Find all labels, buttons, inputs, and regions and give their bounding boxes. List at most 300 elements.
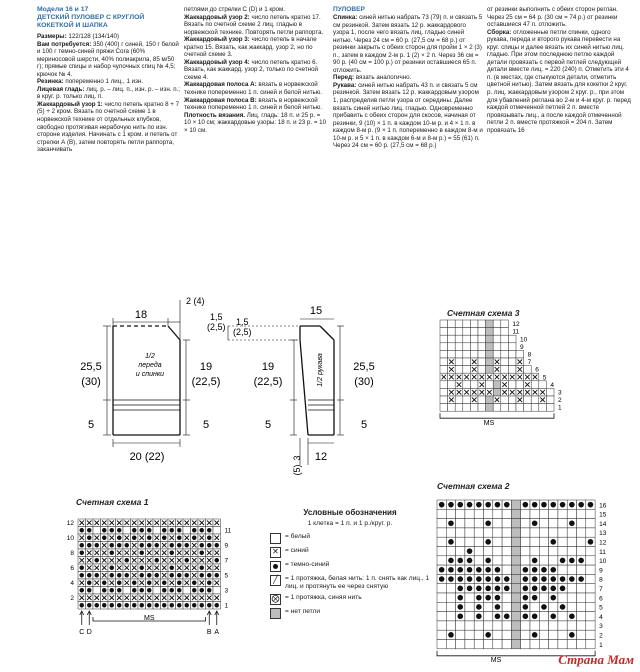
chart-2-cell — [511, 519, 520, 528]
jacquard-2-paragraph: Жаккардовый узор 2: число петель кратно 17. Вязать по счетной схеме 2 лиц. гладью в норвежской технике. Повторять петли раппорта. — [184, 13, 324, 36]
chart-3-cell — [455, 343, 463, 351]
chart-2-cell — [437, 640, 446, 649]
chart-2-dot-mark — [550, 586, 556, 592]
sleeves-continued: от резинки выполнить с обеих сторон реглан. Через 25 см = 64 р. (30 см = 74 р.) от резинки оставшиеся 47 п. отложить. — [487, 6, 618, 29]
chart-2-dot-mark — [457, 576, 463, 582]
chart-2-cell — [437, 621, 446, 630]
chart-3-row-number: 9 — [520, 343, 524, 351]
chart-3-cell — [486, 366, 494, 374]
dim-body-top-right: 2 (4) — [186, 296, 205, 306]
chart-3-cell — [493, 328, 501, 336]
stripe-a-paragraph: Жаккардовая полоса А: вязать в норвежской технике попеременно 1 п. синей и белой нитью. — [184, 81, 323, 97]
chart-2-cell — [586, 574, 595, 583]
chart-3-cell — [478, 328, 486, 336]
chart-3-cell — [470, 343, 478, 351]
chart-1-dot-mark — [87, 581, 92, 586]
chart-2-row-number: 3 — [599, 623, 603, 631]
chart-2-grid — [437, 500, 607, 664]
chart-2-title: Счетная схема 2 — [437, 481, 510, 491]
chart-3-repeat-bracket — [440, 413, 554, 418]
chart-2-cell — [549, 630, 558, 639]
chart-1-row-number-left: 4 — [70, 580, 74, 587]
chart-2-dot-mark — [448, 502, 454, 508]
chart-2-cell — [465, 621, 474, 630]
sleeve-schematic — [228, 319, 344, 465]
chart-1-dot-mark — [162, 536, 167, 541]
chart-1-dot-mark — [162, 603, 167, 608]
chart-2-cell — [493, 547, 502, 556]
chart-2-dot-mark — [569, 502, 575, 508]
chart-2-dot-mark — [569, 558, 575, 564]
chart-1-dot-mark — [110, 528, 115, 533]
chart-3-cell — [440, 388, 448, 396]
chart-2-cell — [474, 528, 483, 537]
sleeve-label: 1/2 рукава — [317, 353, 324, 387]
chart-2-cell — [539, 537, 548, 546]
chart-2-cell — [539, 593, 548, 602]
chart-2-dot-mark — [495, 576, 501, 582]
chart-2-dot-mark — [550, 539, 556, 545]
chart-1-dot-mark — [155, 543, 160, 548]
chart-3-cell — [501, 335, 509, 343]
chart-2-dot-mark — [560, 586, 566, 592]
chart-1-arrow-label: B — [206, 629, 212, 636]
chart-3-cell — [516, 381, 524, 389]
chart-2-cell — [437, 528, 446, 537]
chart-3-cell — [463, 350, 471, 358]
chart-2-cell — [586, 612, 595, 621]
chart-1-arrow-label: C — [79, 629, 85, 636]
chart-1-cell — [123, 527, 131, 535]
chart-1-dot-mark — [80, 603, 85, 608]
chart-3-cell — [539, 381, 547, 389]
chart-3-cell — [478, 335, 486, 343]
chart-2-cell — [511, 556, 520, 565]
chart-2-dot-mark — [467, 548, 473, 554]
chart-3-row-number: 5 — [542, 374, 547, 382]
chart-1-dot-mark — [200, 543, 205, 548]
chart-2-dot-mark — [439, 576, 445, 582]
stripe-b-paragraph: Жаккардовая полоса В: вязать в норвежской технике попеременно 1 п. синей и белой нитью. — [184, 96, 323, 112]
chart-2-dot-mark — [476, 502, 482, 508]
chart-1-row-number-right: 3 — [224, 587, 229, 595]
chart-3-cell — [478, 404, 486, 412]
chart-1-row-number-left: 12 — [66, 520, 74, 527]
chart-2-cell — [502, 602, 511, 611]
chart-1-cell — [93, 587, 101, 595]
chart-2-dot-mark — [523, 604, 529, 610]
chart-2-cell — [558, 640, 567, 649]
chart-3-cell — [478, 366, 486, 374]
chart-2-dot-mark — [476, 595, 482, 601]
chart-2-cell — [558, 509, 567, 518]
chart-1-dot-mark — [117, 603, 122, 608]
chart-2-cell — [465, 640, 474, 649]
chart-2-cell — [549, 509, 558, 518]
chart-1-dot-mark — [207, 603, 212, 608]
chart-1-dot-mark — [215, 543, 220, 548]
chart-1-dot-mark — [110, 551, 115, 556]
chart-2-cell — [549, 528, 558, 537]
chart-2-row-number: 1 — [599, 641, 603, 649]
chart-2-dot-mark — [467, 502, 473, 508]
chart-2-cell — [493, 630, 502, 639]
materials-paragraph: Вам потребуется: 350 (400) г синей, 150 г белой и 100 г темно-синей пряжи Cora (60% мериносовой шерсти, 40% полиакрила, 85 м/50 г); прямые спицы и набор чулочных спиц № 4,5; крючок № 4. — [37, 40, 179, 78]
chart-2-dot-mark — [457, 502, 463, 508]
chart-2-dot-mark — [467, 586, 473, 592]
chart-2-cell — [586, 640, 595, 649]
chart-2-dot-mark — [485, 539, 491, 545]
chart-1-dot-mark — [140, 603, 145, 608]
dim-body-mid-2: (22,5) — [191, 376, 221, 388]
chart-3-row-number: 8 — [527, 351, 532, 359]
chart-2-cell — [511, 584, 520, 593]
chart-3-row-number: 6 — [535, 366, 539, 374]
chart-2-cell — [465, 537, 474, 546]
chart-2-cell — [558, 621, 567, 630]
chart-3-cell — [448, 335, 456, 343]
chart-3-cell — [501, 404, 509, 412]
chart-2-dot-mark — [448, 576, 454, 582]
chart-1-dot-mark — [132, 528, 137, 533]
chart-2-row-number: 15 — [599, 511, 607, 519]
chart-2-dot-mark — [495, 595, 501, 601]
chart-2-dot-mark — [439, 502, 445, 508]
chart-1-dot-mark — [132, 581, 137, 586]
chart-1-dot-mark — [177, 603, 182, 608]
chart-3-cell — [470, 328, 478, 336]
chart-2-cell — [577, 602, 586, 611]
x-slash-swatch-icon: ⨂ — [271, 594, 280, 603]
chart-3-row-number: 11 — [512, 328, 520, 336]
legend-item-slip-blue: ⨂ = 1 протяжка, синяя нить — [271, 594, 362, 603]
chart-2-cell — [521, 630, 530, 639]
chart-1-arrow-label: A — [214, 629, 220, 636]
chart-1-dot-mark — [147, 581, 152, 586]
chart-2-dot-mark — [578, 558, 584, 564]
chart-2-cell — [502, 537, 511, 546]
chart-1-dot-mark — [110, 603, 115, 608]
chart-1-dot-mark — [140, 543, 145, 548]
chart-1-dot-mark — [200, 573, 205, 578]
chart-1-dot-mark — [117, 528, 122, 533]
chart-2-cell — [446, 528, 455, 537]
chart-2-cell — [549, 519, 558, 528]
chart-2-dot-mark — [532, 502, 538, 508]
grey-swatch-icon — [270, 608, 281, 619]
chart-2-cell — [586, 519, 595, 528]
chart-1-dot-mark — [155, 573, 160, 578]
models-title: Модели 16 и 17 — [37, 6, 89, 13]
chart-1-arrow-label: D — [86, 629, 92, 636]
chart-1-dot-mark — [80, 566, 85, 571]
chart-1-dot-mark — [140, 528, 145, 533]
chart-2-row-number: 14 — [599, 520, 607, 528]
chart-2-row-number: 4 — [599, 613, 603, 621]
chart-2-row-number: 13 — [599, 530, 607, 538]
chart-1-dot-mark — [140, 551, 145, 556]
chart-2-cell — [502, 593, 511, 602]
chart-2-cell — [586, 584, 595, 593]
chart-3-cell — [463, 358, 471, 366]
chart-2-cell — [502, 640, 511, 649]
chart-2-cell — [446, 593, 455, 602]
chart-1-dot-mark — [80, 588, 85, 593]
legend-title: Условные обозначения — [303, 508, 397, 517]
chart-1-dot-mark — [207, 528, 212, 533]
chart-2-cell — [586, 602, 595, 611]
chart-2-cell — [521, 621, 530, 630]
chart-2-cell — [577, 621, 586, 630]
chart-2-cell — [530, 528, 539, 537]
chart-1-dot-mark — [170, 603, 175, 608]
chart-1-dot-mark — [140, 566, 145, 571]
chart-2-dot-mark — [523, 502, 529, 508]
chart-2-dot-mark — [485, 586, 491, 592]
chart-2-dot-mark — [448, 520, 454, 526]
chart-3-cell — [531, 404, 539, 412]
chart-2-cell — [511, 621, 520, 630]
chart-2-cell — [502, 547, 511, 556]
chart-3-row-number: 10 — [520, 336, 528, 344]
chart-2-dot-mark — [550, 567, 556, 573]
chart-2-cell — [474, 556, 483, 565]
chart-2-cell — [465, 509, 474, 518]
chart-2-cell — [456, 621, 465, 630]
chart-3-cell — [531, 396, 539, 404]
chart-1-cell — [93, 527, 101, 535]
chart-2-cell — [577, 640, 586, 649]
chart-3-cell — [478, 358, 486, 366]
chart-3-cell — [440, 320, 448, 328]
chart-1-dot-mark — [117, 573, 122, 578]
dim-sleeve-a: 1,5 — [210, 312, 223, 322]
dim-sleeve-right-2: (30) — [354, 376, 374, 388]
chart-2-dot-mark — [495, 567, 501, 573]
chart-1-cell — [153, 527, 161, 535]
chart-2-cell — [465, 612, 474, 621]
chart-2-row-number: 9 — [599, 567, 603, 575]
chart-1-dot-mark — [177, 543, 182, 548]
sizes-paragraph: Размеры: 122/128 (134/140) — [37, 33, 119, 40]
chart-2-cell — [484, 640, 493, 649]
gauge-paragraph: Плотность вязания. Лиц. гладь: 18 п. и 25 р. = 10 × 10 см; жаккардовые узоры: 18 п. и 23 р. = 10 × 10 см. — [184, 111, 327, 134]
chart-2-cell — [521, 547, 530, 556]
chart-2-cell — [567, 509, 576, 518]
chart-1-dot-mark — [177, 536, 182, 541]
chart-2-dot-mark — [448, 632, 454, 638]
chart-2-row-number: 8 — [599, 576, 603, 584]
chart-2-dot-mark — [560, 558, 566, 564]
chart-3-cell — [455, 335, 463, 343]
chart-3-cell — [448, 343, 456, 351]
chart-2-dot-mark — [439, 567, 445, 573]
chart-3-cell — [493, 404, 501, 412]
chart-1-dot-mark — [110, 588, 115, 593]
dim-sleeve-d: (2,5) — [233, 327, 252, 337]
legend-item-blue: ✕ = синий — [270, 547, 430, 558]
chart-2-cell — [567, 621, 576, 630]
chart-2-cell — [502, 630, 511, 639]
chart-3-cell — [455, 396, 463, 404]
chart-3-cell — [440, 335, 448, 343]
chart-2-cell — [511, 547, 520, 556]
dim-sleeve-bottom: 3 — [292, 455, 302, 461]
chart-3-cell — [486, 381, 494, 389]
chart-2-cell — [511, 640, 520, 649]
chart-3-row-number: 3 — [558, 389, 562, 397]
chart-2-cell — [474, 519, 483, 528]
chart-1-dot-mark — [147, 543, 152, 548]
chart-2-dot-mark — [485, 632, 491, 638]
chart-3-cell — [508, 381, 516, 389]
chart-2-cell — [539, 630, 548, 639]
chart-2-cell — [539, 528, 548, 537]
chart-2-cell — [484, 528, 493, 537]
chart-3-cell — [493, 343, 501, 351]
watermark-logo: Страна Мам — [558, 652, 634, 667]
dim-sleeve-right-rib: 5 — [360, 419, 368, 431]
chart-2-dot-mark — [457, 604, 463, 610]
chart-3-cell — [440, 328, 448, 336]
chart-1-dot-mark — [117, 581, 122, 586]
chart-1-dot-mark — [192, 603, 197, 608]
chart-3-cell — [478, 343, 486, 351]
chart-3-cell — [524, 396, 532, 404]
body-label-2: переда — [138, 362, 162, 369]
chart-2-cell — [567, 640, 576, 649]
chart-3-cell — [486, 358, 494, 366]
chart-1-dot-mark — [87, 543, 92, 548]
chart-3-grid — [440, 320, 562, 427]
chart-2-cell — [446, 602, 455, 611]
chart-2-dot-mark — [560, 576, 566, 582]
chart-1-dot-mark — [170, 566, 175, 571]
chart-2-cell — [446, 584, 455, 593]
dim-sleeve-left-rib: 5 — [264, 419, 272, 431]
chart-1-dot-mark — [192, 581, 197, 586]
chart-2-cell — [521, 528, 530, 537]
chart-3-cell — [448, 320, 456, 328]
chart-1-dot-mark — [192, 528, 197, 533]
chart-2-dot-mark — [550, 576, 556, 582]
chart-2-dot-mark — [569, 613, 575, 619]
chart-1-dot-mark — [177, 573, 182, 578]
dim-body-mid: 19 — [199, 361, 213, 373]
chart-3-cell — [493, 320, 501, 328]
chart-2-cell — [577, 528, 586, 537]
chart-2-dot-mark — [523, 613, 529, 619]
chart-2-dot-mark — [495, 613, 501, 619]
chart-2-dot-mark — [476, 586, 482, 592]
chart-1-dot-mark — [117, 543, 122, 548]
jacquard-1-paragraph: Жаккардовый узор 1: число петель кратно 8 + 7 (5) + 2 кром. Вязать по счетной схеме 1 в норвежской технике от отдельных клубков, свободно протягивая нерабочую нить по изн. стороне изделия. Начинать с 1 кром. и петель от стрелки А (В), затем повторять петли раппорта, заканчивать — [37, 100, 180, 154]
chart-2-cell — [465, 528, 474, 537]
chart-3-cell — [501, 358, 509, 366]
chart-2-dot-mark — [457, 558, 463, 564]
chart-2-dot-mark — [457, 567, 463, 573]
chart-2-cell — [511, 574, 520, 583]
chart-2-cell — [549, 556, 558, 565]
chart-2-cell — [549, 640, 558, 649]
chart-2-cell — [567, 537, 576, 546]
chart-3-cell — [455, 320, 463, 328]
chart-2-dot-mark — [532, 567, 538, 573]
chart-2-dot-mark — [532, 558, 538, 564]
chart-1-dot-mark — [80, 543, 85, 548]
chart-2-cell — [437, 519, 446, 528]
chart-2-cell — [465, 593, 474, 602]
chart-3-cell — [470, 335, 478, 343]
chart-1-dot-mark — [155, 558, 160, 563]
chart-1-cell — [123, 587, 131, 595]
chart-3-title: Счетная схема 3 — [447, 308, 520, 318]
chart-1-dot-mark — [207, 543, 212, 548]
pullover-title: ПУЛОВЕР — [333, 6, 365, 13]
chart-1-row-number-right: 9 — [224, 542, 229, 550]
chart-2-cell — [530, 537, 539, 546]
chart-3-cell — [470, 404, 478, 412]
chart-3-cell — [524, 366, 532, 374]
chart-2-cell — [502, 621, 511, 630]
chart-2-cell — [558, 630, 567, 639]
chart-2-cell — [567, 593, 576, 602]
chart-2-dot-mark — [485, 558, 491, 564]
chart-1-dot-mark — [170, 551, 175, 556]
chart-2-cell — [474, 537, 483, 546]
chart-3-cell — [508, 343, 516, 351]
chart-2-dot-mark — [523, 576, 529, 582]
chart-2-dot-mark — [467, 558, 473, 564]
chart-1-repeat-label: MS — [144, 615, 155, 622]
chart-2-dot-mark — [476, 576, 482, 582]
chart-3-cell — [463, 366, 471, 374]
back-paragraph: Спинка: синей нитью набрать 73 (79) п. и связать 5 см резинкой. Затем вязать 12 р. жаккардового узора 1, после чего вязать лиц. гладью синей нитью. Через 24 см = 60 р. (27,5 см = 68 р.) от резинки закрыть с обеих сторон для пройм 1 × 2 (3) п., затем в каждом 2-м р. 1 (2) × 2 п. Через 36 см = 90 р. (40 см = 100 р.) от резинки оставшиеся 65 п. отложить. — [333, 14, 483, 74]
chart-3-cell — [501, 350, 509, 358]
chart-2-cell — [567, 528, 576, 537]
chart-1-dot-mark — [125, 573, 130, 578]
chart-3-cell — [440, 396, 448, 404]
chart-2-cell — [456, 547, 465, 556]
legend-subtitle: 1 клетка = 1 п. и 1 р./круг. р. — [307, 520, 393, 527]
chart-2-cell — [586, 565, 595, 574]
dim-sleeve-width: 12 — [314, 451, 328, 463]
rib-paragraph: Резинка: попеременно 1 лиц., 1 изн. — [37, 78, 144, 86]
chart-2-dot-mark — [495, 502, 501, 508]
chart-1-cell — [183, 587, 191, 595]
chart-1-dot-mark — [110, 573, 115, 578]
chart-2-dot-mark — [485, 567, 491, 573]
chart-2-cell — [586, 547, 595, 556]
chart-2-dot-mark — [578, 502, 584, 508]
chart-1-dot-mark — [95, 603, 100, 608]
chart-3-cell — [463, 404, 471, 412]
chart-3-cell — [448, 350, 456, 358]
legend-item-white: = белый — [270, 533, 430, 544]
chart-1-dot-mark — [170, 543, 175, 548]
chart-2-dot-mark — [495, 604, 501, 610]
chart-2-cell — [437, 630, 446, 639]
chart-2-dot-mark — [523, 595, 529, 601]
chart-2-dot-mark — [532, 576, 538, 582]
chart-1-dot-mark — [125, 558, 130, 563]
chart-2-cell — [456, 519, 465, 528]
chart-2-cell — [493, 556, 502, 565]
chart-2-cell — [558, 565, 567, 574]
chart-2-cell — [511, 630, 520, 639]
chart-2-dot-mark — [541, 576, 547, 582]
chart-2-cell — [502, 528, 511, 537]
